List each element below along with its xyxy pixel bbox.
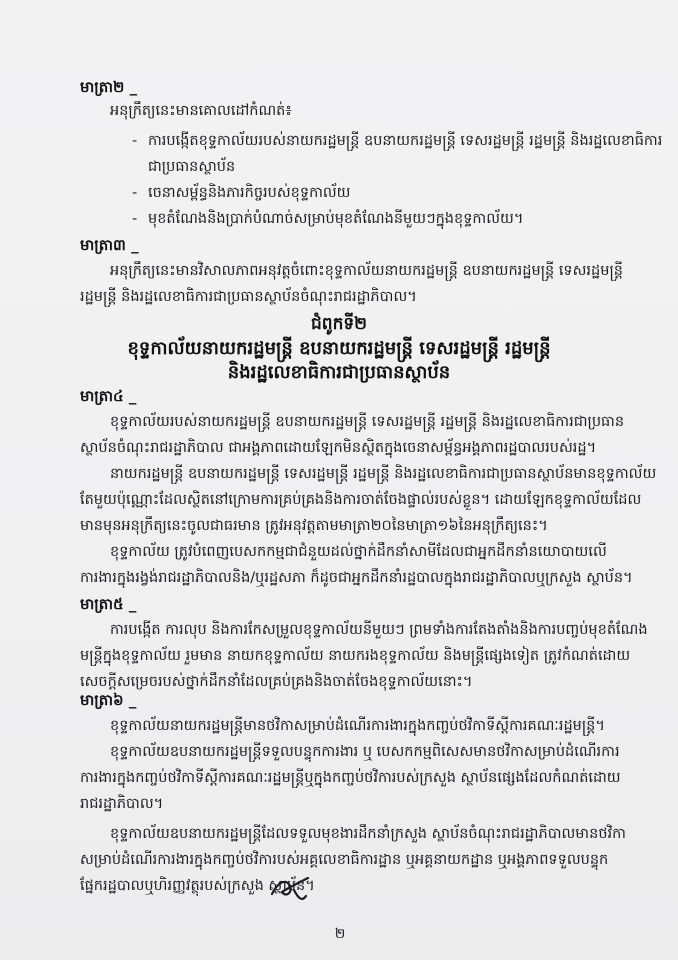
- article-3-heading: មាត្រា៣ _: [80, 236, 139, 254]
- article-6-line-1: ខុទ្ទកាល័យនាយករដ្ឋមន្ត្រីមានថវិកាសម្រាប់ដំណើរការងារក្នុងកញ្ចប់ថវិកាទីស្តីការគណៈរដ្ឋមន្ត្រី។: [110, 718, 605, 734]
- article-4-line-5: មានមុនអនុក្រឹត្យនេះចូលជាធរមាន ត្រូវអនុវត្តតាមមាត្រា២០នៃមាត្រា១៦នៃអនុក្រឹត្យនេះ។: [80, 518, 548, 534]
- page-number: ២: [334, 926, 346, 942]
- bullet-3-line-1: មុខតំណែងនិងប្រាក់បំណាច់សម្រាប់មុខតំណែងនីមួយៗក្នុងខុទ្ទកាល័យ។: [148, 211, 524, 227]
- bullet-marker: -: [132, 211, 138, 227]
- article-5-line-1: ការបង្កើត ការលុប និងការកែសម្រួលខុទ្ទកាល័យនីមួយៗ ព្រមទាំងការតែងតាំងនិងការបញ្ចប់មុខតំណែង: [110, 622, 648, 638]
- article-6-heading: មាត្រា៦ _: [80, 691, 137, 709]
- signature-mark-icon: [266, 868, 316, 908]
- article-6-line-2: ខុទ្ទកាល័យឧបនាយករដ្ឋមន្ត្រីទទួលបន្ទុកការងារ ឬ បេសកកម្មពិសេសមានថវិកាសម្រាប់ដំណើរការ: [110, 744, 620, 760]
- article-2-intro: អនុក្រឹត្យនេះមានគោលដៅកំណត់៖: [110, 103, 292, 119]
- article-5-line-2: មន្ត្រីក្នុងខុទ្ទកាល័យ រួមមាន នាយកខុទ្ទកាល័យ នាយករងខុទ្ទកាល័យ និងមន្ត្រីផ្សេងទៀត ត្រូវកំណត់ដោយ: [80, 648, 631, 664]
- chapter-label: ជំពូកទី២: [310, 314, 368, 334]
- bullet-marker: -: [132, 185, 138, 201]
- bullet-1-line-1: ការបង្កើតខុទ្ទកាល័យរបស់នាយករដ្ឋមន្ត្រី ឧបនាយករដ្ឋមន្ត្រី ទេសរដ្ឋមន្ត្រី រដ្ឋមន្ត្រី និងរដ្ឋលេខាធិការ: [148, 133, 663, 149]
- article-4-line-1: ខុទ្ទកាល័យរបស់នាយករដ្ឋមន្ត្រី ឧបនាយករដ្ឋមន្ត្រី ទេសរដ្ឋមន្ត្រី រដ្ឋមន្ត្រី និងរដ្ឋលេខាធិការជាប្រធាន: [110, 414, 625, 430]
- article-4-line-6: ខុទ្ទកាល័យ ត្រូវបំពេញបេសកកម្មជាជំនួយដល់ថ្នាក់ដឹកនាំសាមីដែលជាអ្នកដឹកនាំនយោបាយលើ: [110, 544, 607, 560]
- article-3-line-2: រដ្ឋមន្ត្រី និងរដ្ឋលេខាធិការជាប្រធានស្ថាប័នចំណុះរាជរដ្ឋាភិបាល។: [80, 289, 417, 305]
- bullet-1-line-2: ជាប្រធានស្ថាប័ន: [148, 159, 236, 175]
- article-6-line-4: រាជរដ្ឋាភិបាល។: [80, 796, 164, 812]
- bullet-2-line-1: ចេនាសម្ព័ន្ធនិងភារកិច្ចរបស់ខុទ្ទកាល័យ: [148, 185, 351, 201]
- article-6-line-3: ការងារក្នុងកញ្ចប់ថវិកាទីស្តីការគណៈរដ្ឋមន្ត្រីឬក្នុងកញ្ចប់ថវិការបស់ក្រសួង ស្ថាប័នផ្សេងដែលកំណត់ដោយ: [80, 770, 621, 786]
- article-4-line-4: តែមួយប៉ុណ្ណោះដែលស្ថិតនៅក្រោមការគ្រប់គ្រងនិងការចាត់ចែងផ្ទាល់របស់ខ្លួន។ ដោយឡែកខុទ្ទកាល័យដែល: [80, 492, 642, 508]
- article-3-line-1: អនុក្រឹត្យនេះមានវិសាលភាពអនុវត្តចំពោះខុទ្ទកាល័យនាយករដ្ឋមន្ត្រី ឧបនាយករដ្ឋមន្ត្រី ទេសរដ្ឋមន្ត្រី: [110, 263, 623, 279]
- article-6-line-6: សម្រាប់ដំណើរការងារក្នុងកញ្ចប់ថវិការបស់អគ្គលេខាធិការដ្ឋាន ឬអគ្គនាយកដ្ឋាន ឬអង្គភាពទទួលបន្ទុក: [80, 852, 609, 868]
- bullet-marker: -: [132, 133, 138, 149]
- article-5-line-3: សេចក្តីសម្រេចរបស់ថ្នាក់ដឹកនាំដែលគ្រប់គ្រងនិងចាត់ចែងខុទ្ទកាល័យនោះ។: [80, 674, 473, 690]
- article-4-heading: មាត្រា៤ _: [80, 387, 137, 405]
- article-6-line-5: ខុទ្ទកាល័យឧបនាយករដ្ឋមន្ត្រីដែលទទួលមុខងារដឹកនាំក្រសួង ស្ថាប័នចំណុះរាជរដ្ឋាភិបាលមានថវិកា: [110, 826, 626, 842]
- article-4-line-7: ការងារក្នុងរង្វង់រាជរដ្ឋាភិបាលនិង/ឬរដ្ឋសភា ក៏ដូចជាអ្នកដឹកនាំរដ្ឋបាលក្នុងរាជរដ្ឋាភិបាលឬក្រសួង ស្ថាប័ន។: [80, 570, 633, 586]
- article-2-heading: មាត្រា២ _: [80, 78, 138, 96]
- article-6-line-7: ផ្នែករដ្ឋបាលឬហិរញ្ញវត្ថុរបស់ក្រសួង ស្ថាប័ន។: [80, 878, 315, 894]
- article-5-heading: មាត្រា៥ _: [80, 595, 137, 613]
- article-4-line-3: នាយករដ្ឋមន្ត្រី ឧបនាយករដ្ឋមន្ត្រី ទេសរដ្ឋមន្ត្រី រដ្ឋមន្ត្រី និងរដ្ឋលេខាធិការជាប្រធានស្ថាប័នមានខុទ្ទកាល័យ: [110, 466, 657, 482]
- chapter-title-line-2: និងរដ្ឋលេខាធិការជាប្រធានស្ថាប័ន: [227, 362, 451, 383]
- chapter-title-line-1: ខុទ្ទកាល័យនាយករដ្ឋមន្ត្រី ឧបនាយករដ្ឋមន្ត្រី ទេសរដ្ឋមន្ត្រី រដ្ឋមន្ត្រី: [127, 338, 551, 359]
- article-4-line-2: ស្ថាប័នចំណុះរាជរដ្ឋាភិបាល ជាអង្គភាពដោយឡែកមិនស្ថិតក្នុងចេនាសម្ព័ន្ធអង្គភាពរដ្ឋបាលរបស់រដ្ឋ។: [80, 440, 597, 456]
